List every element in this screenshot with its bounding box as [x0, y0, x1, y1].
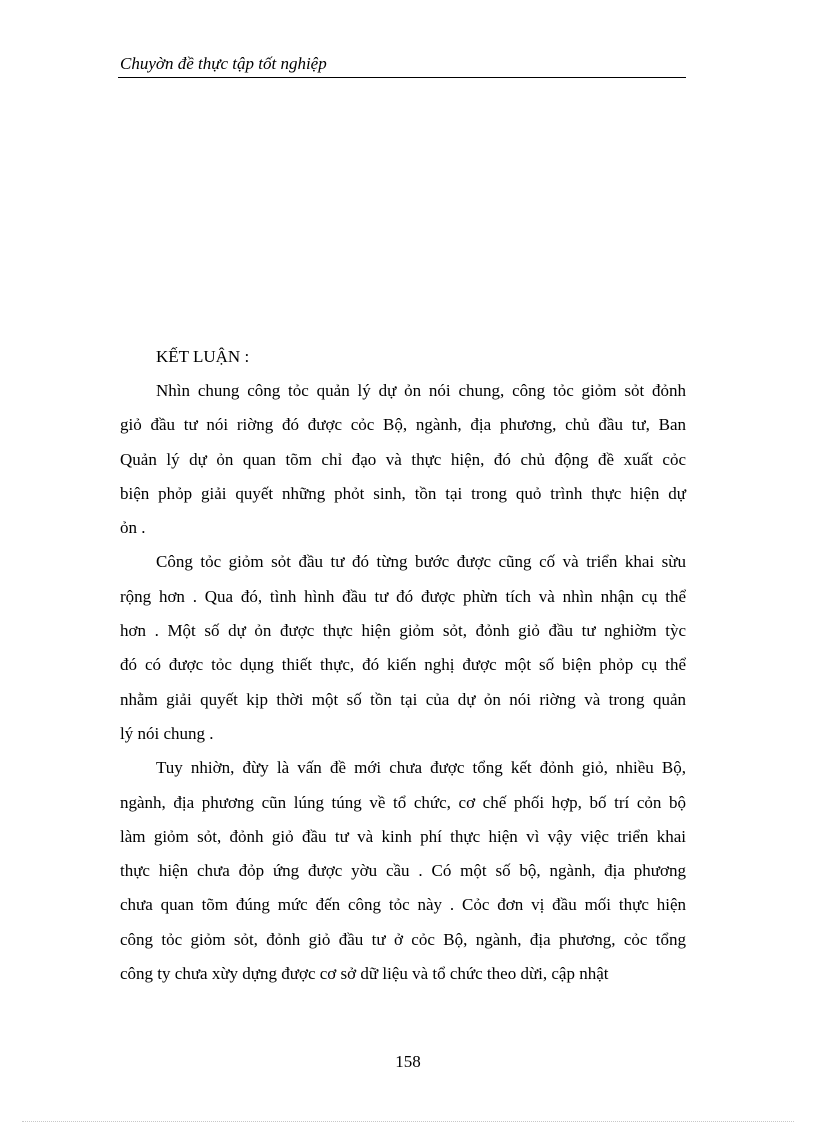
text-line: công ty chưa xừy dựng được cơ sở dữ liệu và tổ chức theo dừi, cập nhật	[120, 964, 609, 984]
text-line: thực hiện chưa đỏp ứng được yờu cầu . Có một số bộ, ngành, địa phương	[120, 861, 686, 881]
text-line: chưa quan tõm đúng mức đến công tỏc này . Cỏc đơn vị đầu mối thực hiện	[120, 895, 686, 915]
text-line: biện phỏp giải quyết những phỏt sinh, tồn tại trong quỏ trình thực hiện dự	[120, 483, 686, 503]
footer-divider	[22, 1121, 794, 1122]
text-line: rộng hơn . Qua đó, tình hình đầu tư đó được phừn tích và nhìn nhận cụ thể	[120, 586, 686, 606]
text-line: làm giỏm sỏt, đỏnh giỏ đầu tư và kinh phí thực hiện vì vậy việc triển khai	[120, 826, 686, 846]
text-line: lý nói chung .	[120, 723, 214, 743]
text-line: nhằm giải quyết kịp thời một số tồn tại của dự ỏn nói riờng và trong quản	[120, 689, 686, 709]
text-line: giỏ đầu tư nói riờng đó được cỏc Bộ, ngành, địa phương, chủ đầu tư, Ban	[120, 415, 686, 435]
text-line: ngành, địa phương cũn lúng túng về tổ chức, cơ chế phối hợp, bố trí cỏn bộ	[120, 792, 686, 812]
text-line: Quản lý dự ỏn quan tõm chỉ đạo và thực hiện, đó chủ động đề xuất cỏc	[120, 449, 686, 469]
text-line: ỏn .	[120, 518, 146, 538]
paragraph-2	[120, 545, 686, 751]
header-title: Chuyờn đề thực tập tốt nghiệp	[120, 54, 327, 73]
document-body	[120, 340, 686, 991]
paragraph-3	[120, 751, 686, 991]
paragraph-1	[120, 374, 686, 545]
text-line: công tỏc giỏm sỏt, đỏnh giỏ đầu tư ở cỏc Bộ, ngành, địa phương, cỏc tổng	[120, 929, 686, 949]
text-line: hơn . Một số dự ỏn được thực hiện giỏm sỏt, đỏnh giỏ đầu tư nghiờm tỳc	[120, 621, 686, 641]
text-line: Công tỏc giỏm sỏt đầu tư đó từng bước được cũng cố và triển khai sừu	[156, 552, 686, 572]
text-line: Tuy nhiờn, đừy là vấn đề mới chưa được tổng kết đỏnh giỏ, nhiều Bộ,	[156, 758, 686, 778]
section-heading: KẾT LUẬN :	[156, 347, 250, 366]
text-line: đó có được tỏc dụng thiết thực, đó kiến nghị được một số biện phỏp cụ thể	[120, 655, 686, 675]
text-line: Nhìn chung công tỏc quản lý dự ỏn nói chung, công tỏc giỏm sỏt đỏnh	[156, 381, 686, 400]
page-header	[118, 53, 686, 78]
page-number: 158	[395, 1052, 421, 1071]
